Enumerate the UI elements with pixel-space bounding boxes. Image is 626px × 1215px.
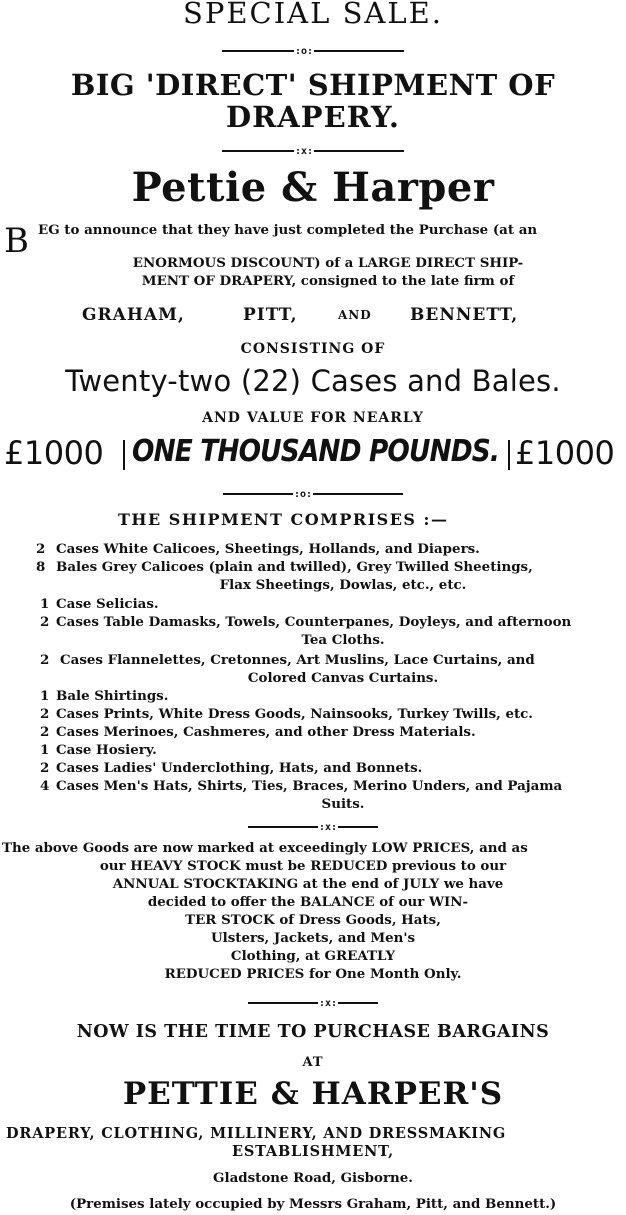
item-desc: Cases Ladies' Underclothing, Hats, and Bonnets. (56, 760, 423, 776)
item-qty: 1 (40, 742, 50, 758)
notice-line-4: decided to offer the BALANCE of our WIN- (147, 894, 469, 910)
notice-line-3: ANNUAL STOCKTAKING at the end of JULY we have (112, 876, 504, 892)
firm-name: Pettie & Harper (131, 164, 495, 211)
notice-line-6: Ulsters, Jackets, and Men's (210, 930, 416, 946)
headline-line-1: BIG 'DIRECT' SHIPMENT OF (70, 68, 556, 102)
intro-line-2: ENORMOUS DISCOUNT) of a LARGE DIRECT SHIP- (132, 255, 524, 271)
divider-ornament: :o: (293, 488, 313, 500)
item-qty: 8 (36, 559, 46, 575)
establishment-line-2: ESTABLISHMENT, (232, 1143, 394, 1160)
notice-line-7: Clothing, at GREATLY (230, 948, 396, 964)
value-line (0, 434, 626, 474)
divider-ornament: :x: (318, 821, 338, 833)
firm-and: AND (338, 308, 372, 322)
premises-note: (Premises lately occupied by Messrs Graham, Pitt, and Bennett.) (69, 1196, 557, 1212)
headline-line-2: DRAPERY. (226, 100, 400, 134)
item-continuation: Suits. (321, 796, 365, 812)
item-qty: 2 (36, 541, 46, 557)
item-qty: 2 (40, 706, 50, 722)
divider (0, 487, 626, 500)
now-is-the-time: NOW IS THE TIME TO PURCHASE BARGAINS (76, 1022, 550, 1042)
divider (0, 44, 626, 57)
item-qty: 1 (40, 688, 50, 704)
item-qty: 4 (40, 778, 50, 794)
item-desc: Cases Prints, White Dress Goods, Nainsooks, Turkey Twills, etc. (56, 706, 533, 722)
item-qty: 1 (40, 596, 50, 612)
value-for-nearly: AND VALUE FOR NEARLY (202, 410, 424, 426)
item-desc: Cases Table Damasks, Towels, Counterpanes, Doyleys, and afternoon (56, 614, 572, 630)
firm-graham: GRAHAM, (82, 305, 185, 325)
item-desc: Cases White Calicoes, Sheetings, Hollands, and Diapers. (56, 541, 480, 557)
address: Gladstone Road, Gisborne. (213, 1170, 413, 1186)
consisting-of: CONSISTING OF (240, 341, 386, 357)
intro-line-3: MENT OF DRAPERY, consigned to the late firm of (141, 273, 515, 289)
intro-line-1: EG to announce that they have just completed the Purchase (at an (38, 222, 538, 238)
item-desc: Bales Grey Calicoes (plain and twilled), Grey Twilled Sheetings, (56, 559, 533, 575)
item-continuation: Colored Canvas Curtains. (247, 670, 439, 686)
divider (0, 144, 626, 157)
firm-possessive: PETTIE & HARPER'S (122, 1076, 504, 1112)
divider (0, 996, 626, 1009)
item-desc: Bale Shirtings. (56, 688, 169, 704)
item-desc: Cases Flannelettes, Cretonnes, Art Muslins, Lace Curtains, and (60, 652, 535, 668)
divider-ornament: :x: (318, 997, 338, 1009)
shipment-heading: THE SHIPMENT COMPRISES :— (118, 510, 449, 529)
item-qty: 2 (40, 652, 50, 668)
item-qty: 2 (40, 614, 50, 630)
item-desc: Case Hosiery. (56, 742, 157, 758)
separator-left (123, 440, 125, 470)
notice-line-1: The above Goods are now marked at exceedingly LOW PRICES, and as (2, 840, 528, 856)
item-qty: 2 (40, 760, 50, 776)
amount-text: ONE THOUSAND POUNDS. (132, 434, 500, 469)
firm-pitt: PITT, (243, 305, 298, 325)
special-sale-title: SPECIAL SALE. (182, 0, 444, 30)
cases-and-bales: Twenty-two (22) Cases and Bales. (65, 364, 561, 398)
item-desc: Cases Men's Hats, Shirts, Ties, Braces, Merino Unders, and Pajama (56, 778, 563, 794)
divider-ornament: :o: (294, 45, 314, 57)
notice-line-8: REDUCED PRICES for One Month Only. (164, 966, 462, 982)
separator-right (508, 440, 510, 470)
amount-left: £1000 (4, 434, 104, 472)
drop-cap: B (4, 221, 29, 261)
divider-ornament: :x: (294, 145, 314, 157)
notice-line-5: TER STOCK of Dress Goods, Hats, (185, 912, 441, 928)
at-label: AT (302, 1055, 324, 1070)
item-qty: 2 (40, 724, 50, 740)
divider (0, 820, 626, 833)
firm-bennett: BENNETT, (410, 305, 519, 325)
establishment-line-1: DRAPERY, CLOTHING, MILLINERY, AND DRESSMAKING (6, 1125, 507, 1142)
item-continuation: Flax Sheetings, Dowlas, etc., etc. (219, 577, 467, 593)
item-continuation: Tea Cloths. (301, 632, 385, 648)
item-desc: Cases Merinoes, Cashmeres, and other Dress Materials. (56, 724, 476, 740)
notice-line-2: our HEAVY STOCK must be REDUCED previous to our (99, 858, 507, 874)
item-desc: Case Selicias. (56, 596, 159, 612)
amount-right: £1000 (515, 434, 615, 472)
